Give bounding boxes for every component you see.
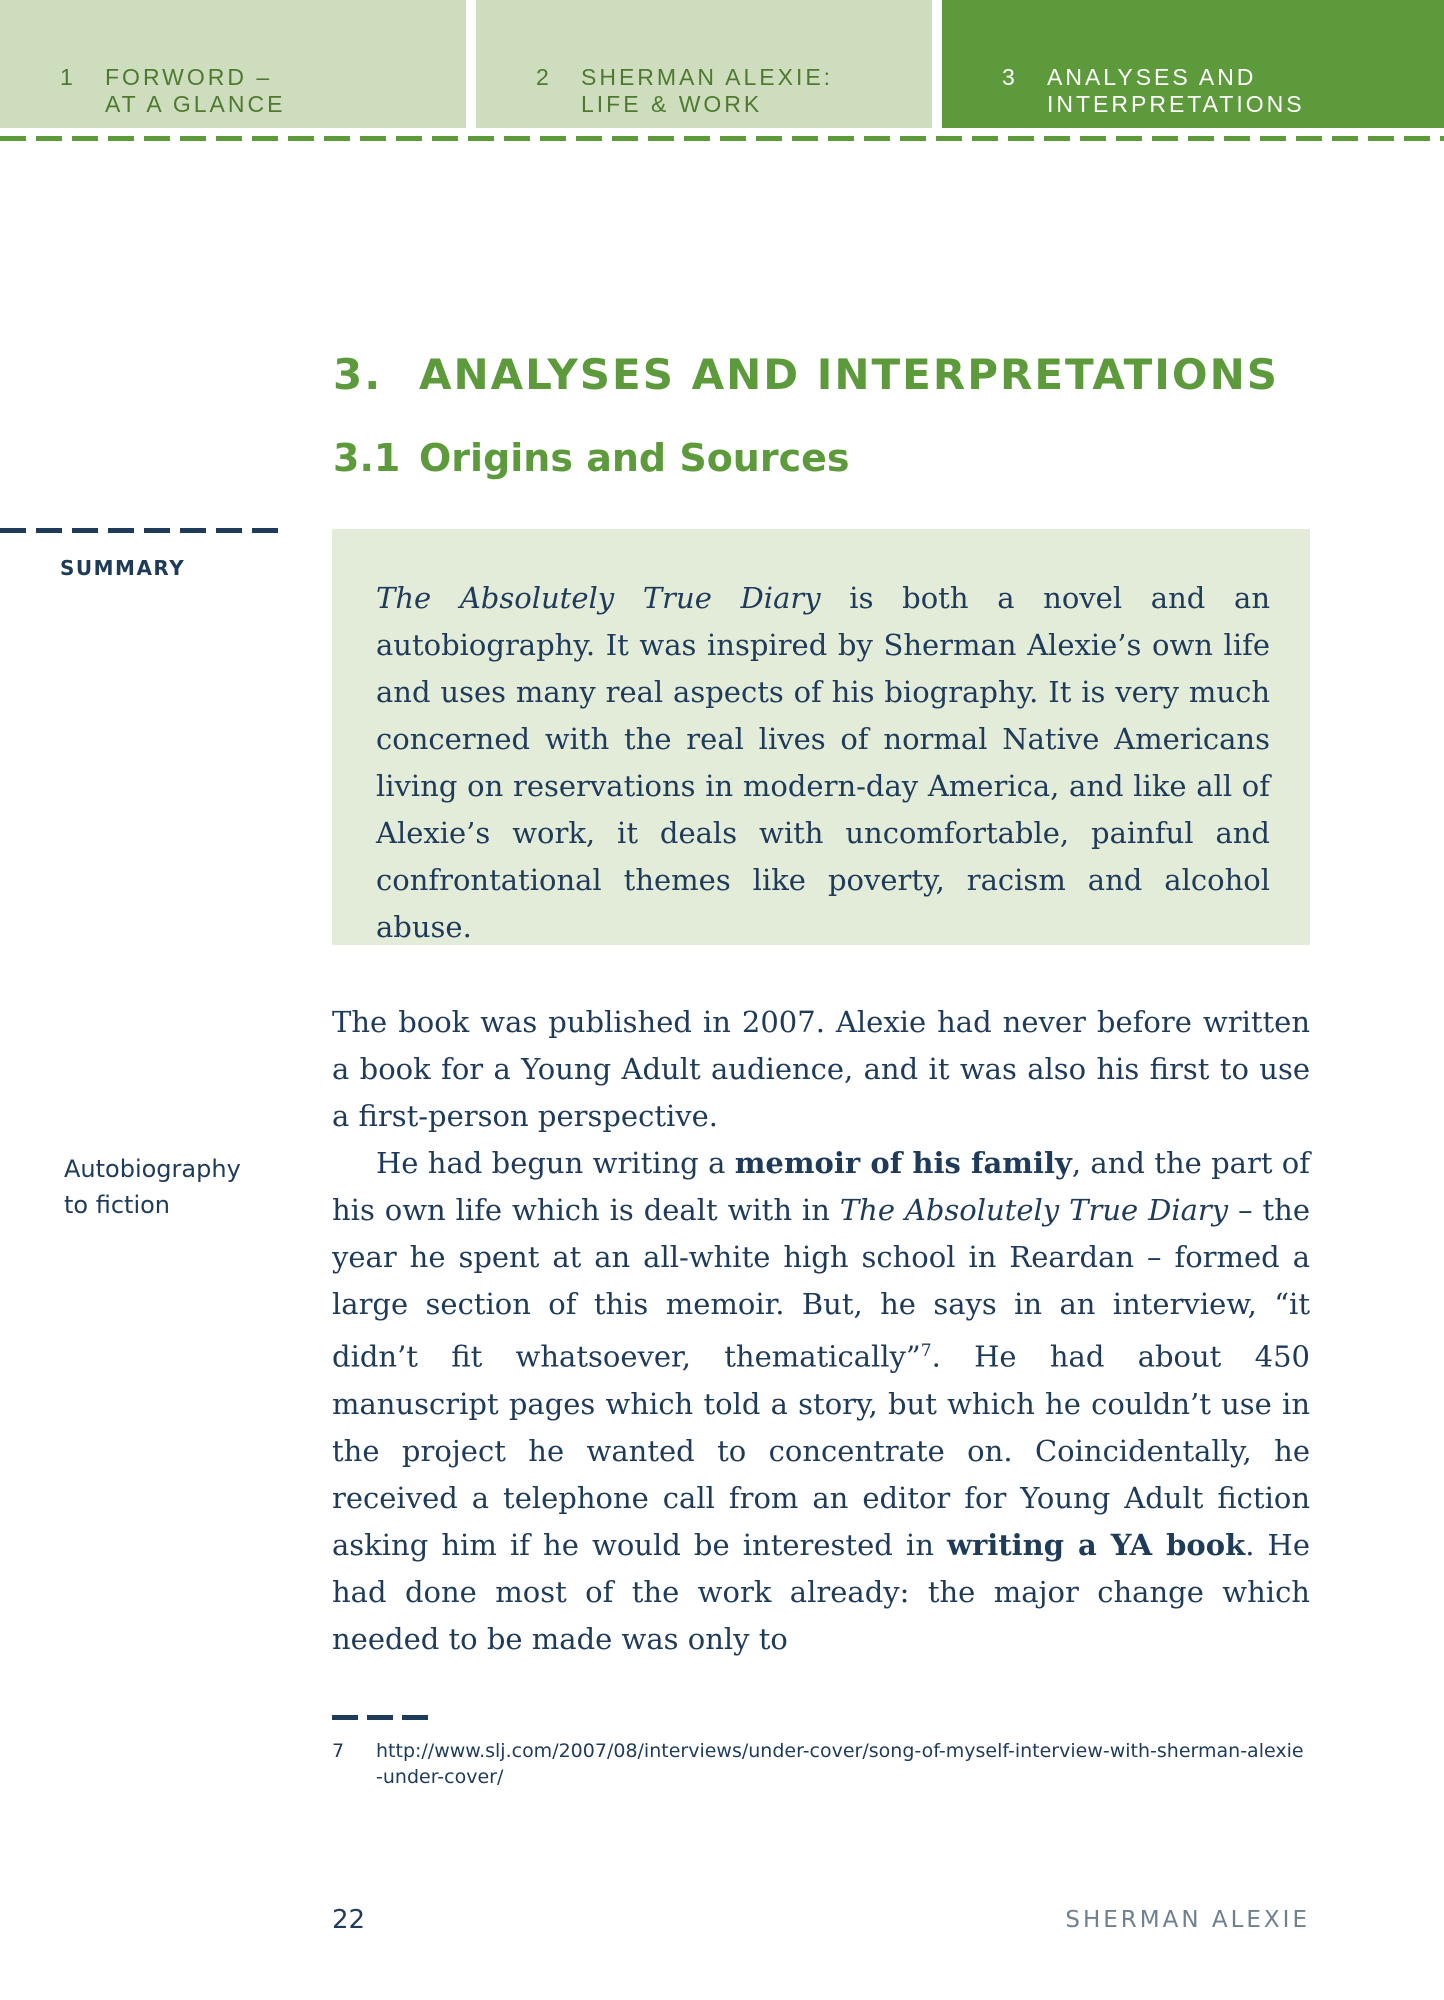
section-title-text: Origins and Sources	[419, 436, 850, 480]
margin-note: Autobiography to fiction	[64, 1155, 241, 1219]
book-title-italic: The Absolutely True Diary	[376, 581, 821, 615]
footnote	[332, 1738, 1310, 1790]
summary-box	[332, 529, 1310, 945]
body-text	[332, 999, 1310, 1663]
page-number: 22	[332, 1905, 366, 1935]
tab-label: FORWORD – AT A GLANCE	[105, 64, 286, 117]
footnote-divider	[332, 1715, 428, 1720]
header-dashed-divider	[0, 136, 1444, 141]
footnote-ref[interactable]: 7	[920, 1341, 932, 1361]
summary-paragraph: The Absolutely True Diary is both a novel and an autobiography. It was inspired by Sherman Alexie’s own life and uses many real aspects of his biography. It is very much concerned with the real lives of normal Native Americans living on reservations in modern-day America, and like all of Alexie’s work, it deals with uncomfortable, painful and confrontational themes like poverty, racism and alcohol abuse.	[376, 581, 1270, 944]
running-head: SHERMAN ALEXIE	[1065, 1907, 1310, 1933]
chapter-title-text: ANALYSES AND INTERPRETATIONS	[419, 350, 1280, 399]
sidebar-dashed-divider	[0, 528, 284, 533]
book-title-italic: The Absolutely True Diary	[839, 1193, 1229, 1227]
tab-forword-at-a-glance[interactable]	[0, 0, 466, 128]
tab-number: 3	[1002, 64, 1018, 90]
tab-label: ANALYSES AND INTERPRETATIONS	[1047, 64, 1305, 117]
tab-number: 1	[60, 64, 76, 90]
tab-analyses-and-interpretations[interactable]	[942, 0, 1444, 128]
emphasis-writing-ya: writing a YA book	[947, 1527, 1246, 1562]
footnote-link[interactable]: http://www.slj.com/2007/08/interviews/under-cover/song-of-myself-interview-with-sherman-alexie-under-cover/	[376, 1740, 1304, 1788]
chapter-title	[333, 350, 1279, 399]
body-paragraph-1: The book was published in 2007. Alexie had never before written a book for a Young Adult audience, and it was also his first to use a first-person perspective.	[332, 1005, 1310, 1133]
section-title	[333, 436, 850, 480]
section-number: 3.1	[333, 436, 401, 480]
summary-label: SUMMARY	[60, 556, 186, 580]
tab-number: 2	[536, 64, 552, 90]
tab-sherman-alexie-life-work[interactable]	[476, 0, 932, 128]
emphasis-memoir: memoir of his family	[734, 1146, 1072, 1180]
body-paragraph-2: He had begun writing a memoir of his family, and the part of his own life which is dealt with in The Absolutely True Diary – the year he spent at an all-white high school in Reardan – formed a large section of this memoir. But, he says in an interview, “it didn’t fit whatsoever, thematically”$^7$. He had about 450 manuscript pages which told a story, but which he couldn’t use in the project he wanted to concentrate on. Coincidentally, he received a telephone call from an editor for Young Adult fiction asking him if he would be interested in writing a YA book. He had done most of the work already: the major change which needed to be made was only to	[332, 1146, 1311, 1656]
tab-label: SHERMAN ALEXIE: LIFE & WORK	[581, 64, 834, 117]
chapter-nav-tabs	[0, 0, 1444, 130]
chapter-number: 3.	[333, 350, 383, 399]
footnote-number: 7	[332, 1740, 345, 1762]
